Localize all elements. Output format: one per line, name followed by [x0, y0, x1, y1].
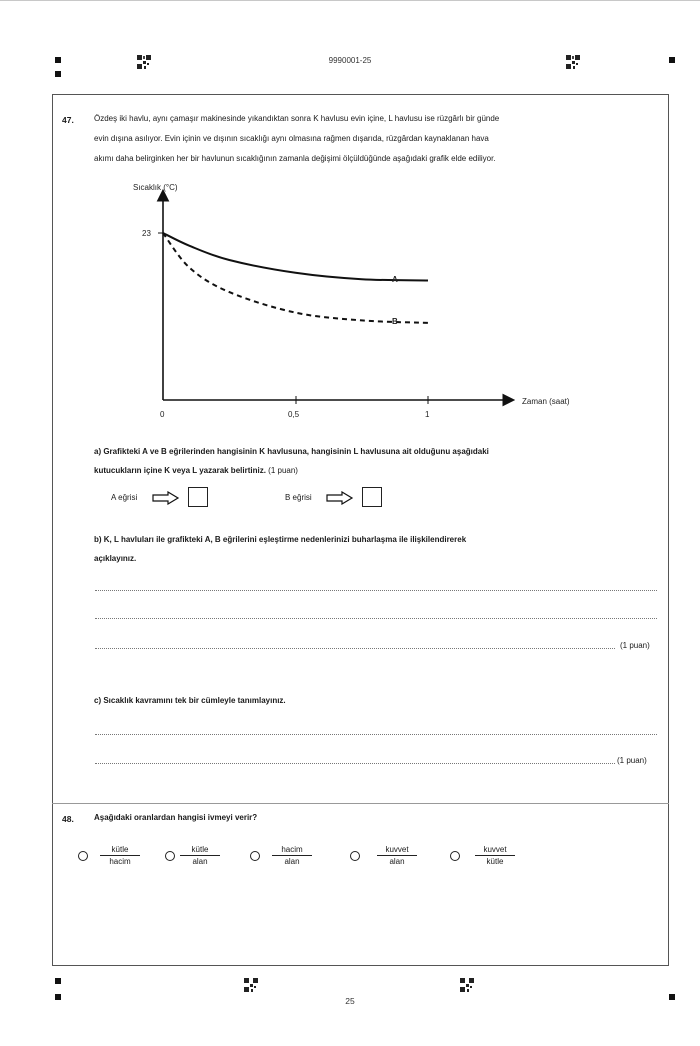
fraction-numerator: kütle — [100, 845, 140, 856]
answer-line[interactable] — [95, 648, 615, 649]
option-fraction — [100, 845, 140, 866]
answer-line[interactable] — [95, 590, 657, 591]
fraction-denominator: alan — [284, 857, 300, 866]
part-c-text: c) Sıcaklık kavramını tek bir cümleyle tanımlayınız. — [94, 696, 286, 705]
y-tick-label: 23 — [142, 229, 151, 238]
curve-a-label: A eğrisi — [111, 493, 138, 502]
option-radio[interactable] — [450, 851, 460, 861]
answer-line[interactable] — [95, 734, 657, 735]
right-arrow-icon — [326, 491, 354, 505]
part-a-points: (1 puan) — [268, 466, 298, 475]
option-fraction — [272, 845, 312, 866]
option-radio[interactable] — [350, 851, 360, 861]
part-c-points: (1 puan) — [617, 756, 647, 765]
question-number: 47. — [62, 115, 74, 125]
booklet-code: 9990001-25 — [328, 56, 372, 65]
option-fraction — [475, 845, 515, 866]
question-number: 48. — [62, 814, 74, 824]
question-stem: Aşağıdaki oranlardan hangisi ivmeyi verir? — [94, 813, 258, 822]
fraction-numerator: hacim — [272, 845, 312, 856]
fraction-numerator: kuvvet — [377, 845, 417, 856]
part-a-line: a) Grafikteki A ve B eğrilerinden hangisinin K havlusuna, hangisinin L havlusuna ait olduğunu aşağıdaki — [94, 447, 489, 456]
fraction-numerator: kuvvet — [475, 845, 515, 856]
answer-line[interactable] — [95, 763, 615, 764]
fraction-numerator: kütle — [180, 845, 220, 856]
answer-box-b[interactable] — [362, 487, 382, 507]
answer-line[interactable] — [95, 618, 657, 619]
part-b-points: (1 puan) — [620, 641, 650, 650]
stem-line: evin dışına asılıyor. Evin içinin ve dışının sıcaklığı aynı olmasına rağmen dışarıda, rüzgârdan kaynaklanan hava — [94, 134, 489, 143]
right-arrow-icon — [152, 491, 180, 505]
part-a-text — [94, 442, 654, 480]
x-tick-label: 0,5 — [288, 410, 300, 419]
part-a-line: kutucukların içine K veya L yazarak belirtiniz. (1 puan) — [94, 466, 298, 475]
qr-code-icon — [460, 978, 474, 992]
option-radio[interactable] — [165, 851, 175, 861]
option-fraction — [180, 845, 220, 866]
curve-b-label: B eğrisi — [285, 493, 312, 502]
fraction-denominator: alan — [389, 857, 405, 866]
option-radio[interactable] — [250, 851, 260, 861]
x-tick-label: 1 — [425, 410, 430, 419]
part-b-line: b) K, L havluları ile grafikteki A, B eğrilerini eşleştirme nedenlerinizi buharlaşma ile ilişkilendirerek — [94, 535, 467, 544]
stem-line: Özdeş iki havlu, aynı çamaşır makinesinde yıkandıktan sonra K havlusu evin içine, L havlusu ise rüzgârlı bir günde — [94, 114, 500, 123]
answer-box-a[interactable] — [188, 487, 208, 507]
stem-line: akımı daha belirginken her bir havlunun sıcaklığının zamanla değişimi ölçüldüğünde aşağıdaki grafik elde ediliyor. — [94, 154, 496, 163]
series-label-a: A — [392, 275, 398, 284]
part-b-line: açıklayınız. — [94, 554, 137, 563]
y-axis-label: Sıcaklık (°C) — [133, 183, 178, 192]
page-number: 25 — [345, 996, 355, 1006]
qr-code-icon — [244, 978, 258, 992]
fraction-denominator: kütle — [486, 857, 504, 866]
x-axis-label: Zaman (saat) — [522, 397, 570, 406]
fraction-denominator: alan — [192, 857, 208, 866]
series-label-b: B — [392, 317, 398, 326]
series-line-a — [163, 233, 428, 281]
temperature-time-graph — [0, 0, 700, 430]
option-fraction — [377, 845, 417, 866]
question-divider — [52, 803, 669, 804]
x-tick-label: 0 — [160, 410, 165, 419]
fraction-denominator: hacim — [109, 857, 131, 866]
option-radio[interactable] — [78, 851, 88, 861]
registration-mark — [55, 978, 61, 984]
series-line-b — [163, 233, 428, 323]
part-b-text — [94, 530, 654, 568]
